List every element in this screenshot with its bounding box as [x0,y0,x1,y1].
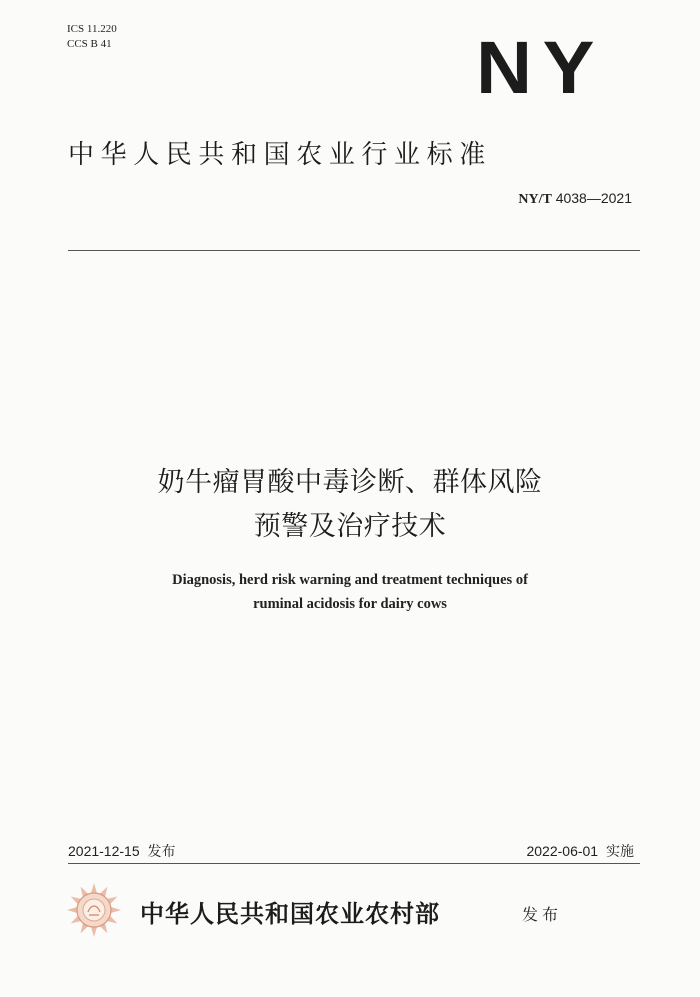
ny-logo: NY [476,26,605,109]
issue-date-label: 发布 [147,844,176,860]
title-english-line-2: ruminal acidosis for dairy cows [253,596,447,612]
standard-number-value: 4038—2021 [555,190,632,206]
issue-date-value: 2021-12-15 [68,843,140,859]
ics-code: ICS 11.220 [67,23,117,35]
title-english-line-1: Diagnosis, herd risk warning and treatment techniques of [172,572,528,588]
standard-category-heading: 中华人民共和国农业行业标准 [68,140,492,170]
publish-label: 发布 [522,905,563,924]
implementation-date-label: 实施 [606,844,634,860]
footer-divider [68,863,640,864]
title-chinese-line-2: 预警及治疗技术 [253,511,447,542]
standard-number-prefix: NY/T [518,192,552,207]
title-chinese-line-1: 奶牛瘤胃酸中毒诊断、群体风险 [157,467,543,498]
issuing-authority: 中华人民共和国农业农村部 [140,899,440,928]
standard-number [518,190,632,208]
classification-codes [67,22,117,52]
implementation-date-value: 2022-06-01 [526,843,599,859]
issue-date [68,841,176,861]
ministry-emblem-icon [66,882,122,938]
implementation-date [526,841,634,861]
header-divider [68,250,640,251]
ccs-code: CCS B 41 [67,38,112,50]
